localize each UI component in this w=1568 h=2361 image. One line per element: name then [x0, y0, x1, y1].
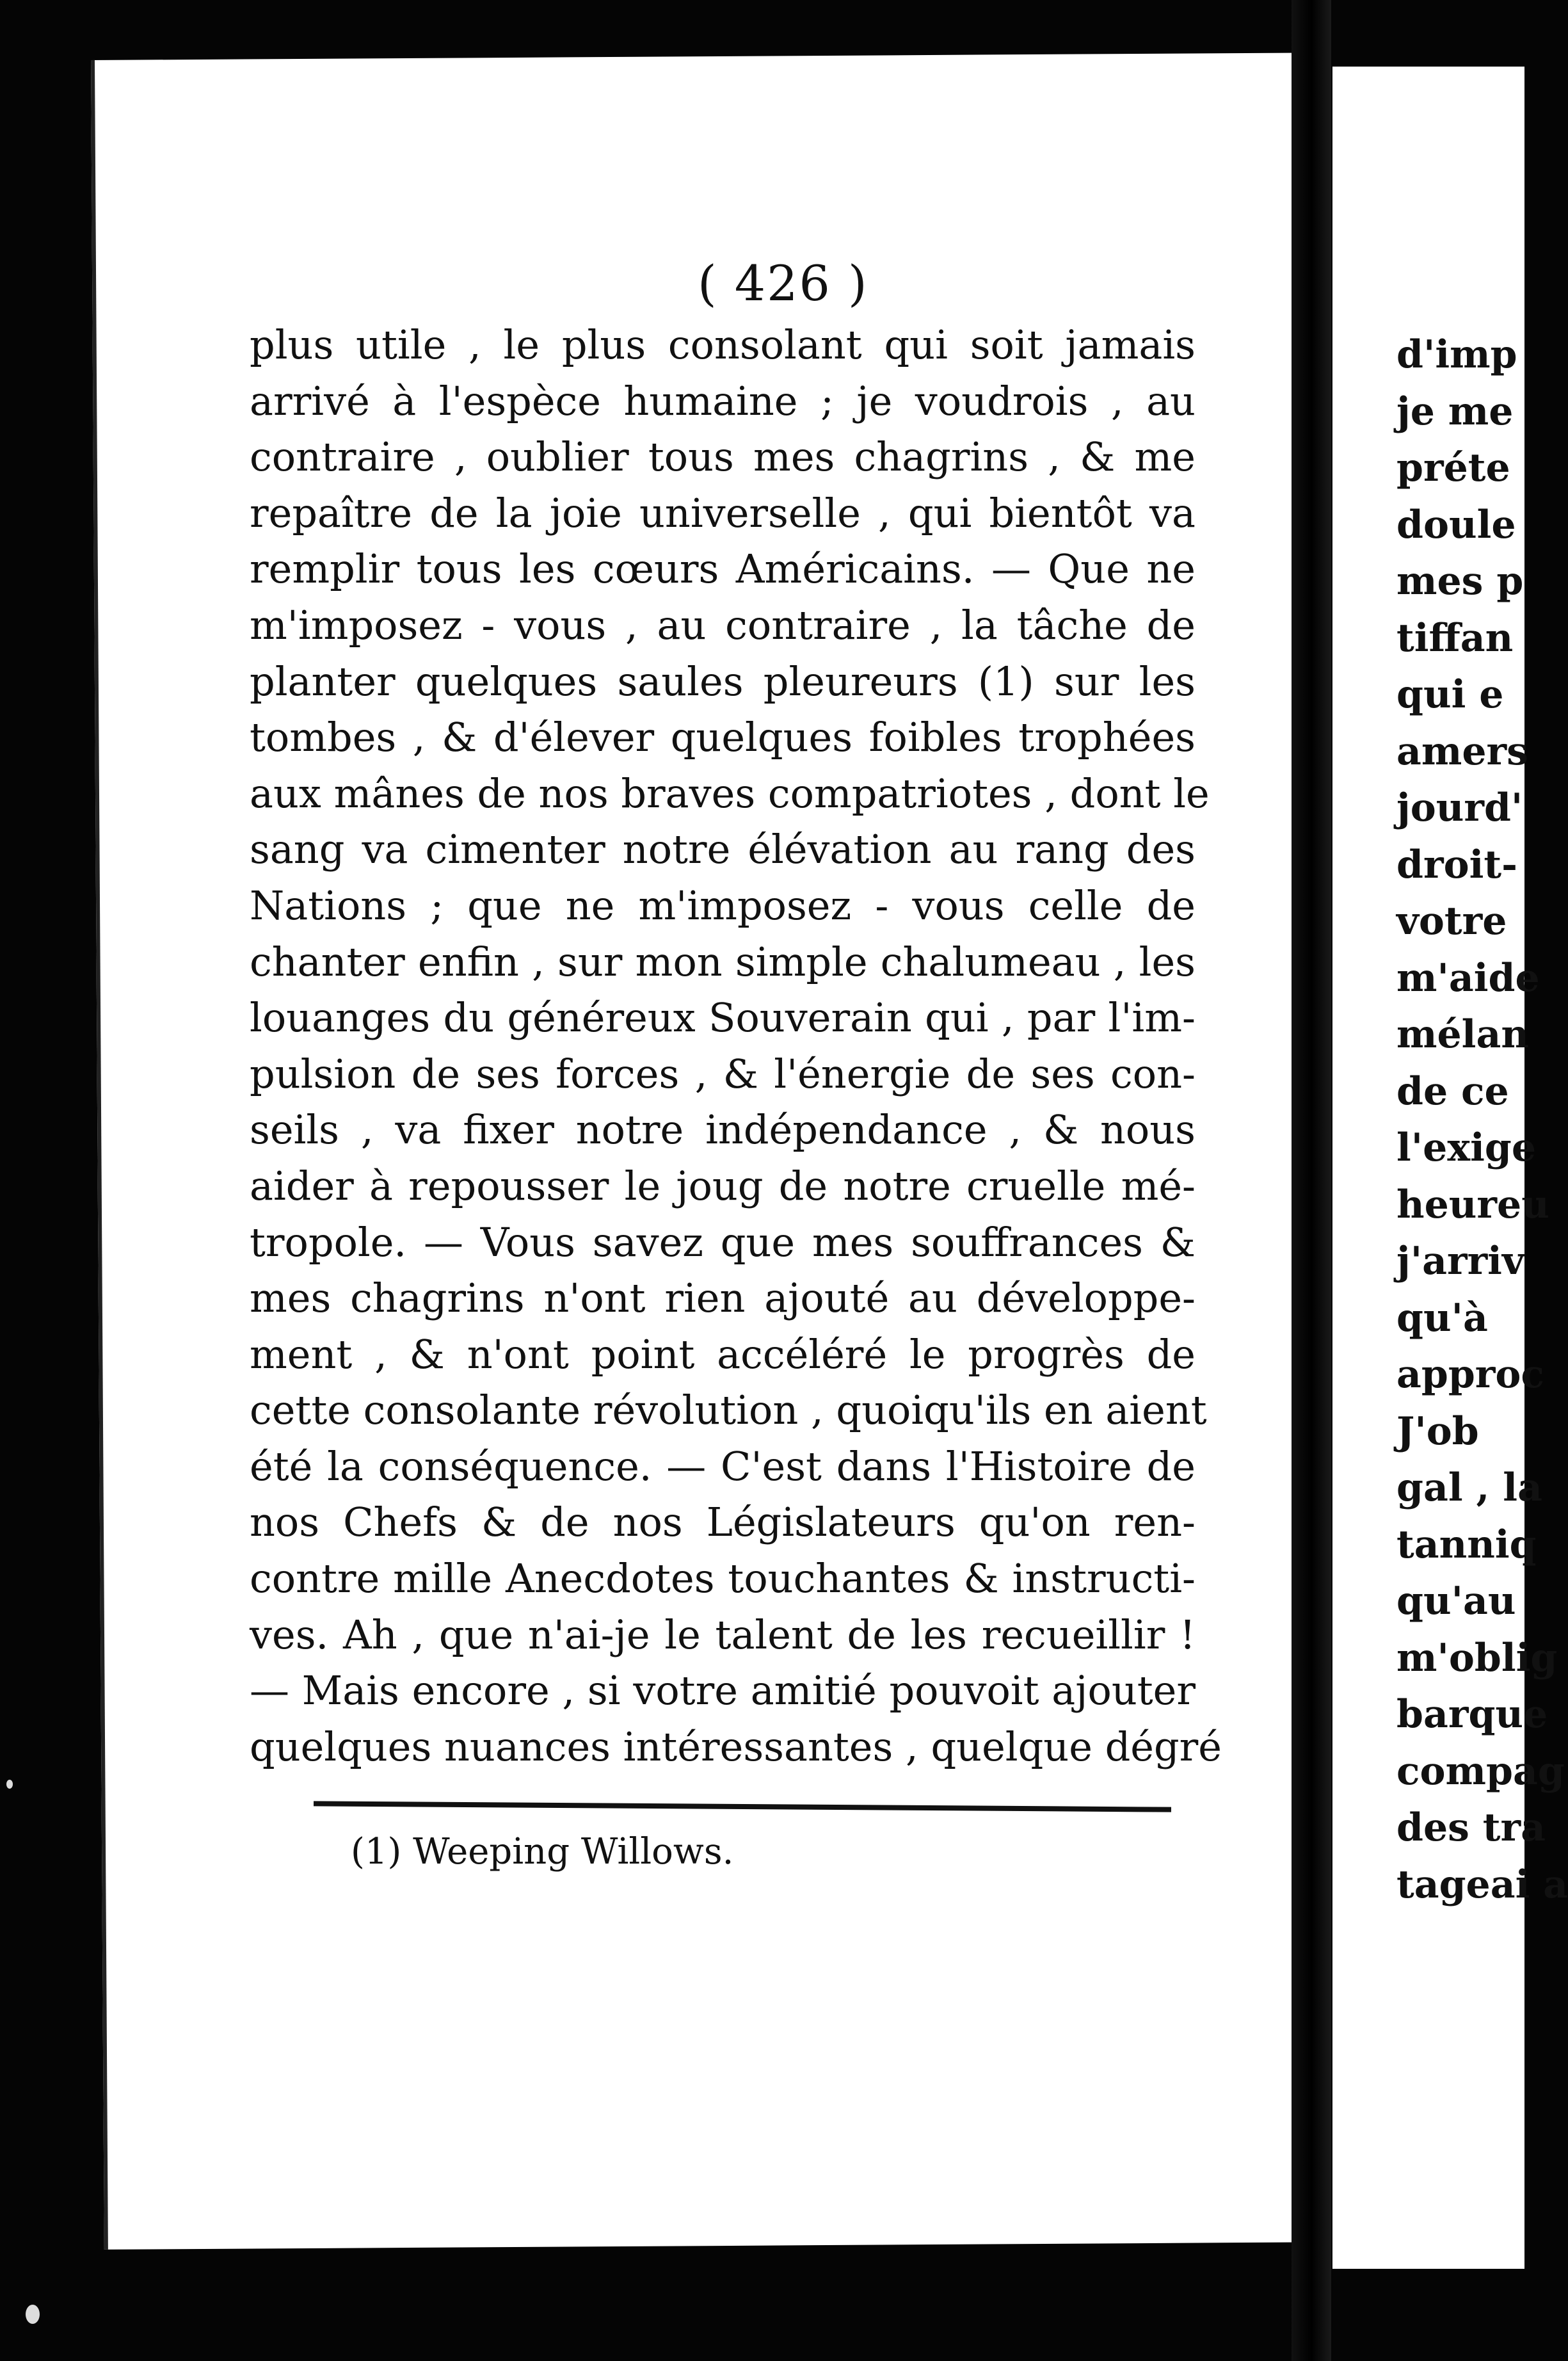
right-text-line: mes p: [1396, 559, 1524, 604]
text-line: — Mais encore , si votre amitié pouvoit ajouter: [250, 1667, 1196, 1714]
right-text-line: tageai a: [1396, 1862, 1568, 1907]
book-gutter: [1292, 0, 1331, 2361]
text-line: m'imposez - vous , au contraire , la tâche de: [250, 601, 1196, 649]
text-line: planter quelques saules pleureurs (1) sur les: [250, 657, 1196, 705]
right-text-line: l'exige: [1396, 1125, 1537, 1170]
right-text-line: compag: [1396, 1748, 1565, 1794]
right-text-line: J'ob: [1396, 1408, 1479, 1454]
right-text-line: approc: [1396, 1352, 1544, 1397]
scan-speck: [26, 2305, 40, 2324]
body-text: [250, 317, 1222, 1775]
text-line: tropole. — Vous savez que mes souffrances &: [250, 1218, 1196, 1266]
page-number: ( 426 ): [698, 255, 868, 312]
text-line: nos Chefs & de nos Législateurs qu'on ren-: [250, 1499, 1196, 1546]
right-text-line: m'aide: [1396, 955, 1540, 1001]
text-line: ves. Ah , que n'ai-je le talent de les recueillir !: [250, 1611, 1196, 1658]
right-text-line: barque: [1396, 1692, 1548, 1737]
right-text-line: qu'à: [1396, 1295, 1488, 1341]
right-text-line: je me: [1396, 389, 1514, 434]
scan-speck: [6, 1780, 13, 1789]
right-text-line: des tra: [1396, 1805, 1546, 1850]
right-text-line: jourd': [1396, 786, 1523, 830]
right-text-line: mélan: [1396, 1012, 1529, 1057]
right-text-line: préte: [1396, 446, 1510, 490]
text-line: contraire , oublier tous mes chagrins , & me: [250, 433, 1196, 481]
text-line: tombes , & d'élever quelques foibles trophées: [250, 714, 1196, 761]
right-text-line: amers: [1396, 729, 1528, 774]
right-text-line: heureu: [1396, 1182, 1549, 1227]
right-text-line: gal , la: [1396, 1465, 1542, 1510]
text-line: été la conséquence. — C'est dans l'Histoire de: [250, 1442, 1196, 1490]
text-line: ment , & n'ont point accéléré le progrès de: [250, 1330, 1196, 1378]
right-text-line: d'imp: [1396, 332, 1517, 377]
right-page-text: [1396, 326, 1568, 1913]
right-text-line: qu'au: [1396, 1579, 1516, 1624]
text-line: quelques nuances intéressantes , quelque dégré: [250, 1723, 1222, 1770]
right-text-line: qui e: [1396, 672, 1504, 717]
text-line: plus utile , le plus consolant qui soit jamais: [250, 321, 1196, 368]
text-line: mes chagrins n'ont rien ajouté au développe-: [250, 1275, 1196, 1322]
text-line: arrivé à l'espèce humaine ; je voudrois , au: [250, 377, 1196, 424]
text-line: seils , va fixer notre indépendance , & nous: [250, 1106, 1196, 1154]
right-text-line: droit-: [1396, 842, 1517, 887]
right-text-line: m'oblig: [1396, 1635, 1558, 1680]
text-line: aider à repousser le joug de notre cruelle mé-: [250, 1162, 1196, 1209]
text-line: cette consolante révolution , quoiqu'ils en aient: [250, 1387, 1207, 1434]
text-line: pulsion de ses forces , & l'énergie de ses con-: [250, 1050, 1196, 1097]
right-text-line: tiffan: [1396, 615, 1514, 661]
text-line: repaître de la joie universelle , qui bientôt va: [250, 489, 1196, 536]
right-text-line: doule: [1396, 502, 1516, 547]
right-text-line: de ce: [1396, 1068, 1509, 1114]
text-line: contre mille Anecdotes touchantes & instructi-: [250, 1555, 1196, 1602]
text-line: sang va cimenter notre élévation au rang des: [250, 826, 1196, 873]
right-text-line: votre: [1396, 899, 1507, 944]
text-line: aux mânes de nos braves compatriotes , dont le: [250, 770, 1210, 817]
right-text-line: j'arriv: [1396, 1239, 1524, 1284]
text-line: louanges du généreux Souverain qui , par l'im-: [250, 994, 1196, 1042]
text-line: chanter enfin , sur mon simple chalumeau , les: [250, 938, 1196, 985]
text-line: Nations ; que ne m'imposez - vous celle de: [250, 882, 1196, 929]
text-line: remplir tous les cœurs Américains. — Que ne: [250, 545, 1196, 593]
right-text-line: tanniq: [1396, 1522, 1537, 1567]
footnote: (1) Weeping Willows.: [351, 1831, 734, 1873]
